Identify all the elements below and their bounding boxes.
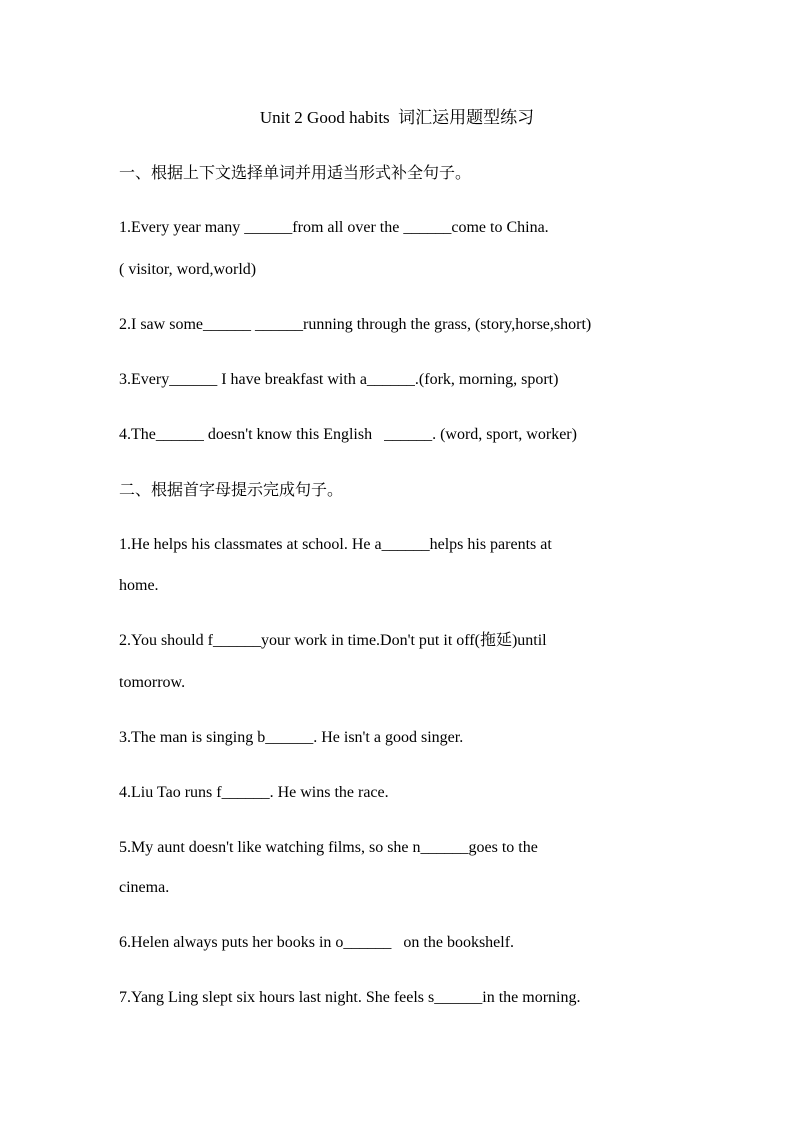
page-title: Unit 2 Good habits 词汇运用题型练习: [259, 108, 535, 127]
section1-question-2: 2.I saw some______ ______running through the grass, (story,horse,short): [119, 316, 592, 333]
section2-heading: 二、根据首字母提示完成句子。: [119, 480, 344, 499]
section1-question-3: 3.Every______ I have breakfast with a______.(fork, morning, sport): [119, 371, 559, 388]
section2-question-5-line2: cinema.: [119, 879, 170, 896]
section2-question-4: 4.Liu Tao runs f______. He wins the race.: [119, 784, 389, 801]
section2-question-1-line2: home.: [119, 577, 159, 594]
section2-question-3: 3.The man is singing b______. He isn't a good singer.: [119, 729, 464, 746]
section2-question-7: 7.Yang Ling slept six hours last night. She feels s______in the morning.: [119, 989, 581, 1006]
section2-question-5-line1: 5.My aunt doesn't like watching films, so she n______goes to the: [119, 839, 538, 856]
section1-question-4: 4.The______ doesn't know this English ______. (word, sport, worker): [119, 426, 577, 443]
section1-heading: 一、根据上下文选择单词并用适当形式补全句子。: [119, 163, 472, 182]
section2-question-2-line1: 2.You should f______your work in time.Don't put it off(拖延)until: [119, 632, 547, 649]
section2-question-1-line1: 1.He helps his classmates at school. He a______helps his parents at: [119, 536, 552, 553]
section1-question-1-line2: ( visitor, word,world): [119, 261, 257, 278]
section1-question-1-line1: 1.Every year many ______from all over the ______come to China.: [119, 219, 549, 236]
section2-question-2-line2: tomorrow.: [119, 674, 186, 691]
section2-question-6: 6.Helen always puts her books in o______ on the bookshelf.: [119, 934, 515, 951]
